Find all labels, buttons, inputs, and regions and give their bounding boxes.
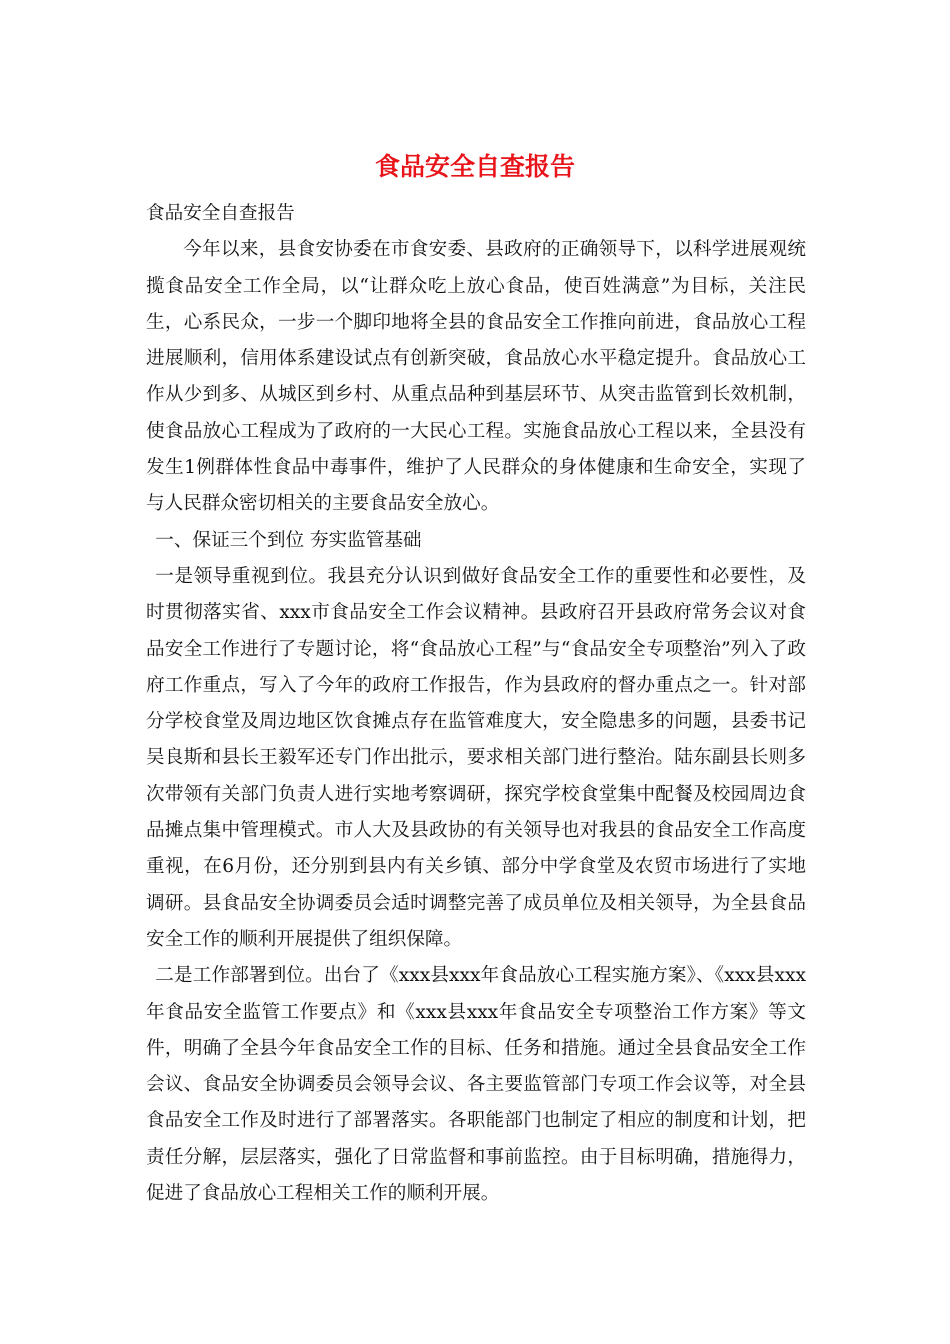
paragraph-deployment: 二是工作部署到位。出台了《xxx县xxx年食品放心工程实施方案》、《xxx县xxx年食品安全监管工作要点》和《xxx县xxx年食品安全专项整治工作方案》等文件，明确了全县今年食品安全工作的目标、任务和措施。通过全县食品安全工作会议、食品安全协调委员会领导会议、各主要监管部门专项工作会议等，对全县食品安全工作及时进行了部署落实。各职能部门也制定了相应的制度和计划，把责任分解，层层落实，强化了日常监督和事前监控。由于目标明确，措施得力，促进了食品放心工程相关工作的顺利开展。: [146, 965, 806, 1205]
paragraph-intro: 今年以来，县食安协委在市食安委、县政府的正确领导下，以科学进展观统揽食品安全工作全局，以“让群众吃上放心食品，使百姓满意”为目标，关注民生，心系民众，一步一个脚印地将全县的食品安全工作推向前进，食品放心工程进展顺利，信用体系建设试点有创新突破，食品放心水平稳定提升。食品放心工作从少到多、从城区到乡村、从重点品种到基层环节、从突击监管到长效机制，使食品放心工程成为了政府的一大民心工程。实施食品放心工程以来，全县没有发生1例群体性食品中毒事件，维护了人民群众的身体健康和生命安全，实现了与人民群众密切相关的主要食品安全放心。: [146, 239, 806, 515]
section-heading: 一、保证三个到位 夯实监管基础: [155, 529, 422, 551]
document-body: [146, 196, 806, 1212]
document-title: 食品安全自查报告: [374, 152, 575, 181]
paragraph-leadership: 一是领导重视到位。我县充分认识到做好食品安全工作的重要性和必要性，及时贯彻落实省、xxx市食品安全工作会议精神。县政府召开县政府常务会议对食品安全工作进行了专题讨论，将“食品放心工程”与“食品安全专项整治”列入了政府工作重点，写入了今年的政府工作报告，作为县政府的督办重点之一。针对部分学校食堂及周边地区饮食摊点存在监管难度大，安全隐患多的问题，县委书记吴良斯和县长王毅军还专门作出批示，要求相关部门进行整治。陆东副县长则多次带领有关部门负责人进行实地考察调研，探究学校食堂集中配餐及校园周边食品摊点集中管理模式。市人大及县政协的有关领导也对我县的食品安全工作高度重视，在6月份，还分别到县内有关乡镇、部分中学食堂及农贸市场进行了实地调研。县食品安全协调委员会适时调整完善了成员单位及相关领导，为全县食品安全工作的顺利开展提供了组织保障。: [146, 565, 806, 950]
document-subtitle: 食品安全自查报告: [146, 203, 295, 224]
